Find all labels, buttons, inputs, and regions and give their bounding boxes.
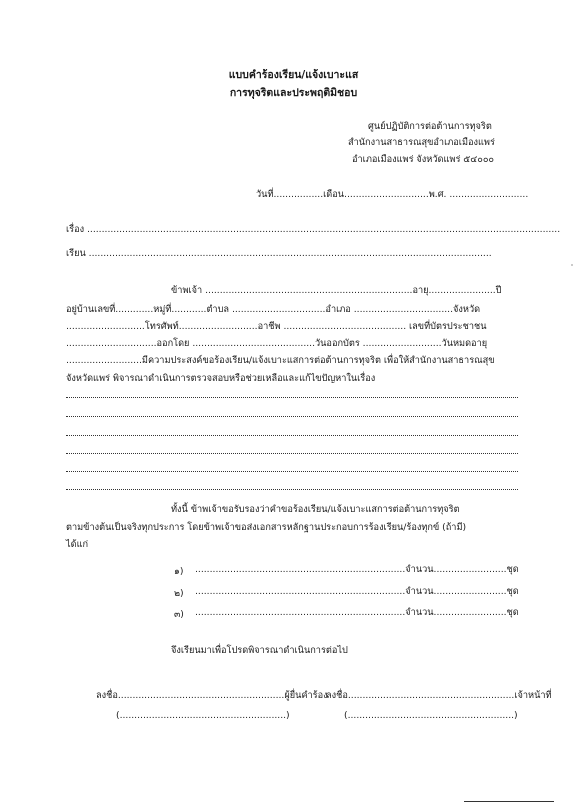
applicant-name-line[interactable]: (.........................................................) xyxy=(116,710,290,721)
address-line2: สำนักงานสาธารณสุขอำเภอเมืองแพร่ xyxy=(348,137,495,148)
intent-line: ..........................มีความประสงค์ขอร้องเรียน/แจ้งเบาะแสการต่อต้านการทุจริต เพื่อให้สำนักงานสาธารณสุข xyxy=(66,355,495,366)
address-line3: อำเภอเมืองแพร่ จังหวัดแพร่ ๕๔๐๐๐ xyxy=(352,154,495,165)
scan-speck xyxy=(571,264,573,266)
subject-line[interactable]: เรื่อง .................................................................................................................................................................. xyxy=(66,224,561,235)
evidence-item[interactable]: ........................................................................จำนวน.........................ชุด xyxy=(195,586,519,597)
evidence-item[interactable]: ........................................................................จำนวน.........................ชุด xyxy=(195,564,519,575)
officer-signature-line[interactable]: ลงชื่อ.........................................................เจ้าหน้าที่ xyxy=(326,690,552,701)
form-title-line1: แบบคำร้องเรียน/แจ้งเบาะแส xyxy=(228,69,359,81)
evidence-item[interactable]: ........................................................................จำนวน.........................ชุด xyxy=(195,607,519,618)
to-line[interactable]: เรียน .......................................................................................................................................... xyxy=(66,248,492,259)
evidence-item-number: ๑) xyxy=(174,566,184,577)
date-line[interactable]: วันที่.................เดือน.............................พ.ศ. ........................... xyxy=(256,189,529,200)
officer-name-line[interactable]: (.........................................................) xyxy=(344,710,518,721)
detail-line-5[interactable] xyxy=(66,471,518,472)
detail-line-2[interactable] xyxy=(66,416,518,417)
certification-line1: ทั้งนี้ ข้าพเจ้าขอรับรองว่าคำขอร้องเรียน/แจ้งเบาะแสการต่อต้านการทุจริต xyxy=(171,504,460,515)
applicant-signature-line[interactable]: ลงชื่อ.........................................................ผู้ยื่นคำร้อง xyxy=(96,690,328,701)
address-detail-line[interactable]: อยู่บ้านเลขที่.............หมู่ที่............ตำบล ................................อำเภอ ..................................จังหวัด xyxy=(66,304,481,315)
closing-text: จึงเรียนมาเพื่อโปรดพิจารณาดำเนินการต่อไป xyxy=(171,645,348,656)
address-line1: ศูนย์ปฏิบัติการต่อต้านการทุจริต xyxy=(368,121,492,132)
id-card-line[interactable]: ...............................ออกโดย ..........................................วันออกบัตร ...........................วันหมดอายุ xyxy=(66,338,488,349)
certification-line2: ตามข้างต้นเป็นจริงทุกประการ โดยข้าพเจ้าขอส่งเอกสารหลักฐานประกอบการร้องเรียน/ร้องทุกข์ (ถ้ามี) xyxy=(66,522,467,533)
detail-line-4[interactable] xyxy=(66,453,518,454)
footer-rule xyxy=(464,801,554,802)
certification-line3: ได้แก่ xyxy=(66,539,89,550)
phone-occupation-line[interactable]: ...........................โทรศัพท์...........................อาชีพ .......................................... เลขที่บัตรประชาชน xyxy=(66,321,487,332)
detail-line-6[interactable] xyxy=(66,489,518,490)
evidence-item-number: ๓) xyxy=(174,609,184,620)
detail-line-1[interactable] xyxy=(66,397,518,398)
intent-line-2: จังหวัดแพร่ พิจารณาดำเนินการตรวจสอบหรือช่วยเหลือและแก้ไขปัญหาในเรื่อง xyxy=(66,373,376,384)
detail-line-3[interactable] xyxy=(66,435,518,436)
applicant-line[interactable]: ข้าพเจ้า .......................................................................อายุ.......................ปี xyxy=(171,285,502,296)
form-title-line2: การทุจริตและประพฤติมิชอบ xyxy=(229,87,358,99)
evidence-item-number: ๒) xyxy=(174,588,184,599)
